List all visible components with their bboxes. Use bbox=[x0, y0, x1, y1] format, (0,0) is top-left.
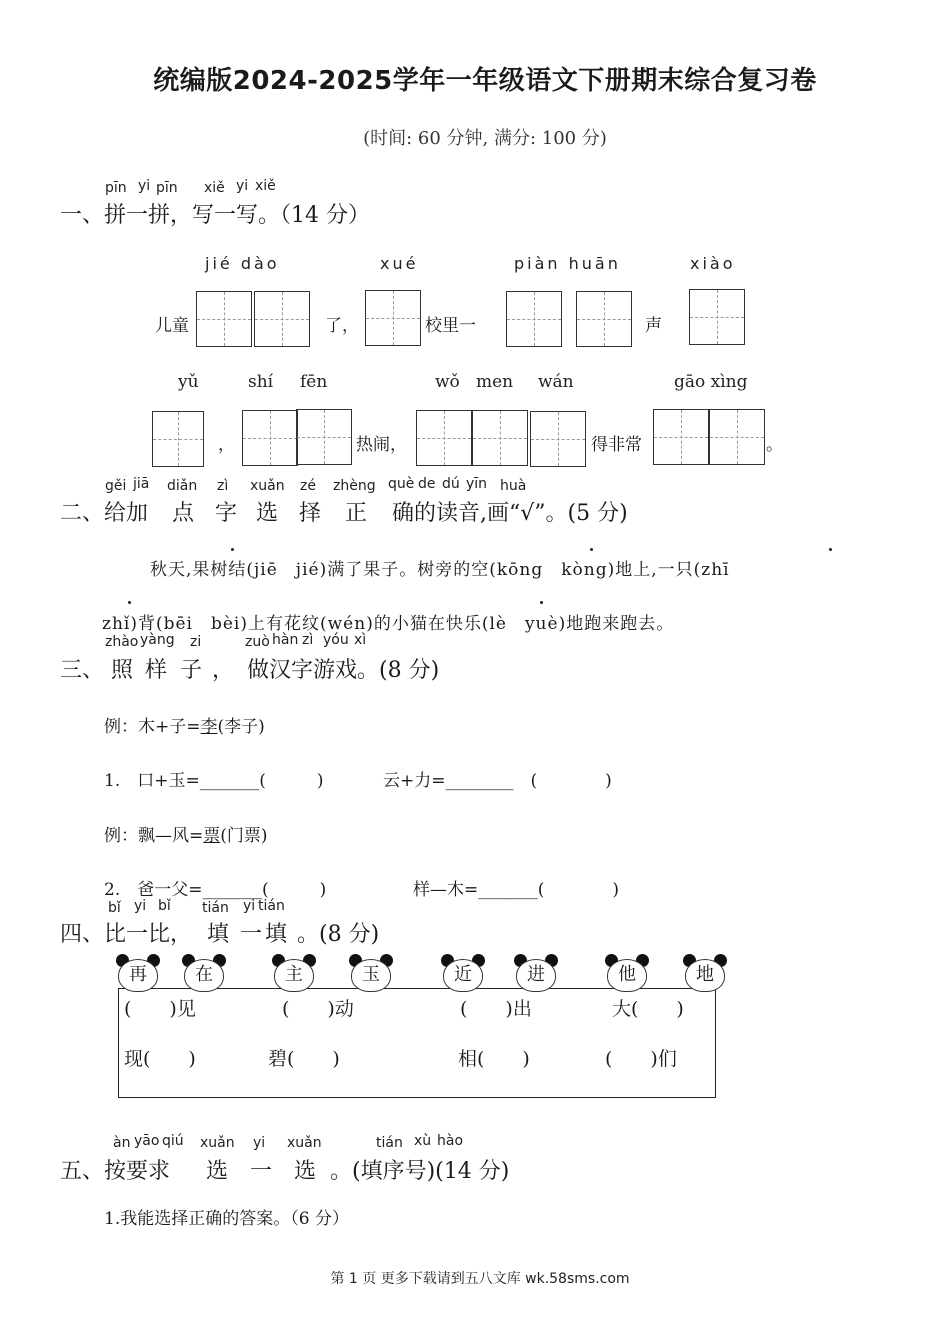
section-3-heading: 三、 bbox=[60, 658, 105, 683]
sentence-text: 得非常 bbox=[591, 435, 642, 455]
pinyin: què bbox=[388, 476, 415, 492]
pinyin: yóu bbox=[323, 632, 349, 648]
sentence-text: 。 bbox=[766, 435, 783, 455]
panda-char: 玉 bbox=[351, 959, 391, 992]
pinyin: zhèng bbox=[333, 478, 376, 494]
sentence-text: 热闹， bbox=[356, 435, 407, 455]
pinyin: dú bbox=[442, 476, 460, 492]
pinyin: xiě bbox=[204, 180, 225, 196]
question-2b[interactable]: 样—木=_______( ) bbox=[413, 880, 620, 900]
pinyin-prompt: men bbox=[476, 372, 514, 392]
pinyin: bǐ bbox=[158, 898, 171, 914]
section-4-heading: 填 bbox=[207, 922, 230, 947]
question-2a[interactable]: 2. 爸一父=_______( ) bbox=[104, 880, 327, 900]
panda-char: 他 bbox=[607, 959, 647, 992]
pinyin-prompt: gāo xìng bbox=[674, 372, 748, 392]
example-text: (李子) bbox=[217, 717, 265, 737]
section-4-heading: 。(8 分) bbox=[297, 922, 380, 947]
example-2 bbox=[104, 821, 268, 846]
sentence-text: 校里一 bbox=[425, 316, 476, 336]
example-text: (门票) bbox=[220, 826, 268, 846]
pinyin: yi bbox=[138, 178, 151, 194]
pinyin-prompt: wán bbox=[538, 372, 574, 392]
emphasis-dot bbox=[128, 601, 131, 604]
section-2-heading: 点 bbox=[172, 501, 195, 526]
fill-blank[interactable]: 相( ) bbox=[458, 1048, 530, 1070]
pinyin: hào bbox=[437, 1133, 464, 1149]
example-text: 例：飘—风= bbox=[104, 826, 204, 846]
section-4-heading: 一 bbox=[240, 922, 263, 947]
pinyin-prompt: xiào bbox=[690, 254, 736, 273]
sentence-text: ， bbox=[218, 435, 235, 455]
pinyin: xuǎn bbox=[200, 1135, 235, 1151]
panda-card bbox=[605, 954, 649, 992]
pinyin-prompt: fēn bbox=[300, 372, 328, 392]
pinyin: zì bbox=[217, 478, 229, 494]
writing-grid[interactable] bbox=[472, 410, 528, 466]
pinyin: xiě bbox=[255, 178, 276, 194]
pinyin: pīn bbox=[156, 180, 178, 196]
writing-grid[interactable] bbox=[242, 410, 298, 466]
writing-grid[interactable] bbox=[152, 411, 204, 467]
pinyin: zuò bbox=[245, 634, 270, 650]
panda-char: 近 bbox=[443, 959, 483, 992]
emphasis-dot bbox=[540, 601, 543, 604]
pinyin: zé bbox=[300, 478, 316, 494]
emphasis-dot bbox=[590, 548, 593, 551]
pinyin-prompt: jié dào bbox=[205, 254, 280, 273]
example-answer: 李 bbox=[200, 717, 218, 737]
example-text: 例：木+子= bbox=[104, 717, 201, 737]
section-2-heading: 择 bbox=[299, 501, 322, 526]
fill-blank[interactable]: 碧( ) bbox=[268, 1048, 340, 1070]
writing-grid[interactable] bbox=[709, 409, 765, 465]
pinyin: xuǎn bbox=[250, 478, 285, 494]
pinyin: tián bbox=[258, 898, 285, 914]
section-1-heading: 一、拼一拼，写一写。（14 分） bbox=[60, 203, 370, 228]
page-title: 统编版2024-2025学年一年级语文下册期末综合复习卷 bbox=[153, 66, 817, 96]
pinyin: tián bbox=[376, 1135, 403, 1151]
fill-blank[interactable]: ( )出 bbox=[460, 998, 532, 1020]
section-5-heading: 选 bbox=[206, 1159, 229, 1184]
pinyin: bǐ bbox=[108, 900, 121, 916]
section-2-heading: 二、给加 bbox=[60, 501, 149, 526]
section-5-heading: 五、按要求 bbox=[60, 1159, 171, 1184]
pinyin: de bbox=[418, 476, 436, 492]
section-5-heading: 。(填序号)(14 分) bbox=[330, 1159, 510, 1184]
section-4-heading: 四、比一比， bbox=[60, 922, 193, 947]
pinyin: yīn bbox=[466, 476, 488, 492]
pinyin: zhào bbox=[105, 634, 139, 650]
pinyin: diǎn bbox=[167, 478, 198, 494]
panda-card bbox=[514, 954, 558, 992]
panda-char: 地 bbox=[685, 959, 725, 992]
question-1b[interactable]: 云+力=________ ( ) bbox=[383, 771, 612, 791]
sentence-text: 儿童 bbox=[155, 316, 189, 336]
exam-info: (时间: 60 分钟, 满分: 100 分) bbox=[363, 128, 607, 149]
pinyin: jiā bbox=[133, 476, 150, 492]
section-5-heading: 选 bbox=[294, 1159, 317, 1184]
panda-char: 主 bbox=[274, 959, 314, 992]
section-2-heading: 字 bbox=[215, 501, 238, 526]
section-2-heading: 选 bbox=[256, 501, 279, 526]
emphasis-dot bbox=[829, 548, 832, 551]
writing-grid[interactable] bbox=[296, 409, 352, 465]
fill-blank[interactable]: ( )见 bbox=[124, 998, 196, 1020]
fill-blank[interactable]: ( )动 bbox=[282, 998, 354, 1020]
example-1 bbox=[104, 712, 265, 737]
pinyin-prompt: shí bbox=[248, 372, 274, 392]
writing-grid[interactable] bbox=[689, 289, 745, 345]
pinyin: xì bbox=[354, 632, 367, 648]
fill-blank[interactable]: 大( ) bbox=[612, 998, 684, 1020]
pinyin: xuǎn bbox=[287, 1135, 322, 1151]
pinyin-prompt: xué bbox=[380, 254, 419, 273]
fill-blank[interactable]: ( )们 bbox=[605, 1048, 677, 1070]
pinyin: yi bbox=[253, 1135, 266, 1151]
pinyin: zi bbox=[190, 634, 202, 650]
section-4-heading: 填 bbox=[265, 922, 288, 947]
pinyin: gěi bbox=[105, 478, 127, 494]
pinyin: yi bbox=[243, 898, 256, 914]
pinyin-prompt: piàn huān bbox=[514, 254, 621, 273]
writing-grid[interactable] bbox=[196, 291, 252, 347]
pinyin: yi bbox=[236, 178, 249, 194]
fill-blank[interactable]: 现( ) bbox=[124, 1048, 196, 1070]
panda-char: 进 bbox=[516, 959, 556, 992]
sentence-text: 了， bbox=[325, 316, 359, 336]
writing-grid[interactable] bbox=[653, 409, 709, 465]
pinyin: xù bbox=[414, 1133, 432, 1149]
writing-grid[interactable] bbox=[576, 291, 632, 347]
writing-grid[interactable] bbox=[530, 411, 586, 467]
pinyin: yàng bbox=[140, 632, 175, 648]
panda-card bbox=[349, 954, 393, 992]
writing-grid[interactable] bbox=[506, 291, 562, 347]
pinyin-prompt: yǔ bbox=[178, 372, 199, 392]
writing-grid[interactable] bbox=[416, 410, 472, 466]
sub-question-1: 1.我能选择正确的答案。（6 分） bbox=[104, 1209, 349, 1229]
section-2-heading: 正 bbox=[345, 501, 368, 526]
pinyin: yāo bbox=[134, 1133, 160, 1149]
section-3-heading: 做汉字游戏。(8 分) bbox=[247, 658, 440, 683]
question-text: zhǐ)背(bēi bèi)上有花纹(wén)的小猫在快乐(lè yuè)地跑来跑去。 bbox=[102, 614, 675, 634]
panda-card bbox=[116, 954, 160, 992]
pinyin: yi bbox=[134, 898, 147, 914]
pinyin: pīn bbox=[105, 180, 127, 196]
writing-grid[interactable] bbox=[254, 291, 310, 347]
panda-card bbox=[272, 954, 316, 992]
section-5-heading: 一 bbox=[250, 1159, 273, 1184]
question-text: 秋天,果树结(jiē jié)满了果子。树旁的空(kōng kòng)地上,一只(zhī bbox=[150, 560, 730, 580]
section-3-heading: 照 bbox=[111, 658, 134, 683]
pinyin: hàn bbox=[272, 632, 299, 648]
pinyin: tián bbox=[202, 900, 229, 916]
question-1a[interactable]: 1. 口+玉=_______( ) bbox=[104, 771, 324, 791]
writing-grid[interactable] bbox=[365, 290, 421, 346]
panda-card bbox=[182, 954, 226, 992]
section-3-heading: 样 bbox=[145, 658, 168, 683]
pinyin: qiú bbox=[162, 1133, 184, 1149]
emphasis-dot bbox=[231, 548, 234, 551]
pinyin-prompt: wǒ bbox=[435, 372, 460, 392]
panda-card bbox=[683, 954, 727, 992]
section-3-heading: 子 bbox=[180, 658, 203, 683]
pinyin: zì bbox=[302, 632, 314, 648]
panda-char: 在 bbox=[184, 959, 224, 992]
pinyin: àn bbox=[113, 1135, 131, 1151]
sentence-text: 声 bbox=[645, 316, 662, 336]
page-footer: 第 1 页 更多下载请到五八文库 wk.58sms.com bbox=[330, 1271, 630, 1287]
example-answer: 票 bbox=[203, 826, 221, 846]
pinyin: huà bbox=[500, 478, 527, 494]
panda-char: 再 bbox=[118, 959, 158, 992]
section-3-heading: ， bbox=[212, 658, 235, 683]
section-2-heading: 确的读音,画“√”。(5 分) bbox=[392, 501, 628, 526]
panda-card bbox=[441, 954, 485, 992]
